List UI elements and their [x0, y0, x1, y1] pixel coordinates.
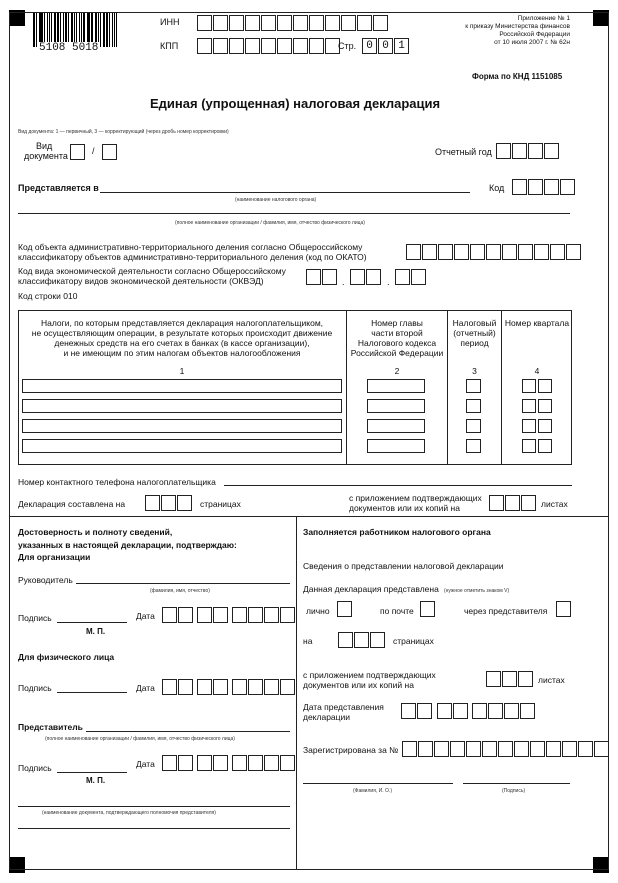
doc-type-cell[interactable]	[70, 144, 86, 160]
rep-date-year[interactable]	[232, 755, 296, 771]
pages-prefix-label: Декларация составлена на	[18, 499, 126, 509]
submitted-label: Представляется в	[18, 183, 99, 193]
person-sign-label: Подпись	[18, 683, 52, 693]
org-date-year[interactable]	[232, 607, 296, 623]
input-cell[interactable]	[560, 179, 575, 195]
table-header-line: не осуществляющим операции, в результате которых происходит движение	[31, 328, 333, 338]
org-date-label: Дата	[136, 611, 155, 621]
sheets-label: листах	[541, 499, 568, 509]
input-cell[interactable]	[261, 15, 276, 31]
input-cell[interactable]	[197, 679, 212, 695]
org-date-month[interactable]	[197, 607, 229, 623]
input-cell[interactable]	[245, 38, 260, 54]
head-name-line[interactable]	[76, 583, 290, 584]
via-rep-label: через представителя	[464, 606, 548, 616]
input-cell[interactable]	[306, 269, 321, 285]
tax-organ-line[interactable]	[100, 192, 470, 193]
input-cell[interactable]	[434, 741, 449, 757]
page-title: Единая (упрощенная) налоговая декларация	[150, 96, 441, 111]
phone-line[interactable]	[224, 485, 572, 486]
input-cell[interactable]	[417, 703, 432, 719]
input-cell[interactable]	[197, 607, 212, 623]
input-cell[interactable]	[245, 15, 260, 31]
input-cell[interactable]	[512, 179, 527, 195]
form-code: Форма по КНД 1151085	[472, 72, 563, 81]
okved-cells-1[interactable]	[306, 269, 338, 285]
input-cell[interactable]	[422, 244, 437, 260]
barcode-bar	[100, 13, 101, 47]
input-cell[interactable]	[505, 495, 520, 511]
input-cell[interactable]	[293, 15, 308, 31]
input-cell[interactable]	[309, 15, 324, 31]
correction-cells[interactable]	[102, 144, 118, 160]
barcode-number: 5108 5018	[39, 42, 99, 54]
input-cell[interactable]	[162, 755, 177, 771]
input-cell[interactable]	[280, 755, 295, 771]
input-cell[interactable]	[544, 143, 559, 159]
input-cell[interactable]	[530, 741, 545, 757]
input-cell[interactable]	[280, 679, 295, 695]
officer-sign-hint: (Подпись)	[502, 788, 526, 794]
input-cell[interactable]	[337, 601, 352, 617]
inn-cells[interactable]	[197, 15, 389, 31]
table-header-line: Номер главы	[371, 318, 423, 328]
input-cell[interactable]	[402, 741, 417, 757]
input-cell[interactable]	[470, 244, 485, 260]
rep-hint: (полное наименование организации / фамилия, имя, отчество физического лица)	[45, 736, 235, 742]
table-divider-2	[447, 310, 448, 465]
input-cell[interactable]	[264, 607, 279, 623]
okato-cells[interactable]	[406, 244, 582, 260]
table-divider-3	[501, 310, 502, 465]
by-mail-checkbox[interactable]	[420, 601, 436, 617]
quarter-field-1[interactable]	[522, 399, 536, 413]
rep-doc-line-2[interactable]	[18, 828, 290, 829]
section-divider	[10, 516, 608, 517]
barcode-bar	[103, 13, 106, 47]
input-cell[interactable]	[178, 679, 193, 695]
input-cell[interactable]	[514, 741, 529, 757]
input-cell[interactable]	[213, 755, 228, 771]
pages-suffix-label: страницах	[200, 499, 241, 509]
rep-sign-label: Подпись	[18, 763, 52, 773]
person-date-month[interactable]	[197, 679, 229, 695]
input-cell[interactable]	[213, 38, 228, 54]
input-cell[interactable]	[178, 755, 193, 771]
table-header-line: период	[460, 338, 489, 348]
input-cell[interactable]	[528, 179, 543, 195]
input-cell[interactable]	[293, 38, 308, 54]
person-date-label: Дата	[136, 683, 155, 693]
organ-code-label: Код	[489, 183, 505, 193]
head-fio-hint: (фамилия, имя, отчество)	[150, 588, 210, 594]
page-digit-cell[interactable]: 1	[394, 38, 409, 54]
by-mail-label: по почте	[380, 606, 414, 616]
officer-sign-line[interactable]	[463, 783, 570, 784]
input-cell[interactable]	[546, 741, 561, 757]
table-header-line: Российской Федерации	[350, 348, 444, 358]
input-cell[interactable]	[406, 244, 421, 260]
input-cell[interactable]	[411, 269, 426, 285]
chapter-number-field[interactable]	[367, 419, 425, 433]
table-header-line: Налоги, по которым представляется декларация налогоплательщиком,	[40, 318, 324, 328]
tax-name-field[interactable]	[22, 439, 342, 453]
input-cell[interactable]	[161, 495, 176, 511]
org-mp-label: М. П.	[86, 627, 106, 636]
input-cell[interactable]	[229, 38, 244, 54]
input-cell[interactable]	[178, 607, 193, 623]
annex-note	[465, 15, 570, 47]
doc-type-label-1: Вид	[36, 141, 53, 151]
tax-period-field[interactable]	[466, 439, 481, 453]
organ-code-cells[interactable]	[512, 179, 576, 195]
okved-label-2: классификатору видов экономической деятельности (ОКВЭД)	[18, 276, 264, 286]
quarter-field-2[interactable]	[538, 379, 552, 393]
office-info-label: Сведения о представлении налоговой декларации	[303, 561, 504, 571]
input-cell[interactable]	[197, 755, 212, 771]
input-cell[interactable]	[453, 703, 468, 719]
tax-period-field[interactable]	[466, 379, 481, 393]
input-cell[interactable]	[578, 741, 593, 757]
org-sign-line[interactable]	[57, 622, 127, 623]
office-attach-label-1: с приложением подтверждающих	[303, 670, 436, 680]
input-cell[interactable]	[420, 601, 435, 617]
okved-dot-2: .	[387, 277, 390, 287]
input-cell[interactable]	[488, 703, 503, 719]
input-cell[interactable]	[145, 495, 160, 511]
office-date-label-1: Дата представления	[303, 702, 384, 712]
annex-line: от 10 июля 2007 г. № 62н	[494, 39, 570, 46]
chapter-number-field[interactable]	[367, 439, 425, 453]
table-col1-number: 1	[179, 366, 185, 376]
table-header-line: Налоговый	[452, 318, 497, 328]
input-cell[interactable]	[518, 671, 533, 687]
input-cell[interactable]	[280, 607, 295, 623]
input-cell[interactable]	[482, 741, 497, 757]
attach-label-1: с приложением подтверждающих	[349, 493, 482, 503]
input-cell[interactable]	[521, 495, 536, 511]
office-sheets-cells[interactable]	[486, 671, 534, 687]
table-header-line: части второй	[371, 328, 423, 338]
confirm-heading-2: указанных в настоящей декларации, подтверждаю:	[18, 540, 237, 550]
phone-label: Номер контактного телефона налогоплательщика	[18, 477, 216, 487]
input-cell[interactable]	[512, 143, 527, 159]
barcode-bar	[106, 13, 108, 47]
okved-label-1: Код вида экономической деятельности согласно Общероссийскому	[18, 266, 286, 276]
office-date-label-2: декларации	[303, 712, 351, 722]
input-cell[interactable]	[486, 671, 501, 687]
office-on-label: на	[303, 636, 313, 646]
for-person-heading: Для физического лица	[18, 652, 115, 662]
input-cell[interactable]	[466, 741, 481, 757]
table-col4-header	[503, 318, 571, 328]
quarter-field-2[interactable]	[538, 439, 552, 453]
table-divider-1	[346, 310, 347, 465]
input-cell[interactable]	[373, 15, 388, 31]
input-cell[interactable]	[366, 269, 381, 285]
office-heading: Заполняется работником налогового органа	[303, 527, 491, 537]
report-year-label: Отчетный год	[435, 147, 492, 157]
rep-date-label: Дата	[136, 759, 155, 769]
input-cell[interactable]	[438, 244, 453, 260]
input-cell[interactable]	[502, 671, 517, 687]
input-cell[interactable]	[594, 741, 609, 757]
input-cell[interactable]	[261, 38, 276, 54]
input-cell[interactable]	[232, 755, 247, 771]
input-cell[interactable]	[213, 607, 228, 623]
input-cell[interactable]	[248, 755, 263, 771]
input-cell[interactable]	[370, 632, 385, 648]
okato-label-1: Код объекта административно-территориального деления согласно Общероссийскому	[18, 242, 363, 252]
table-col2-number: 2	[394, 366, 400, 376]
registered-label: Зарегистрирована за №	[303, 745, 399, 755]
officer-fio-line[interactable]	[303, 783, 453, 784]
kpp-label: КПП	[160, 41, 179, 51]
barcode-bar	[36, 13, 37, 47]
input-cell[interactable]	[264, 679, 279, 695]
tax-name-field[interactable]	[22, 419, 342, 433]
attach-label-2: документов или их копий на	[349, 503, 460, 513]
input-cell[interactable]	[229, 15, 244, 31]
quarter-field-1[interactable]	[522, 379, 536, 393]
input-cell[interactable]	[213, 679, 228, 695]
input-cell[interactable]	[322, 269, 337, 285]
input-cell[interactable]	[502, 244, 517, 260]
table-col3-header	[449, 318, 500, 348]
input-cell[interactable]	[528, 143, 543, 159]
input-cell[interactable]	[177, 495, 192, 511]
barcode-bar	[33, 13, 35, 47]
okved-dot-1: .	[342, 277, 345, 287]
head-label: Руководитель	[18, 575, 73, 585]
registered-number-cells[interactable]	[402, 741, 610, 757]
input-cell[interactable]	[550, 244, 565, 260]
tax-organ-hint: (наименование налогового органа)	[235, 197, 317, 203]
input-cell[interactable]	[544, 179, 559, 195]
table-header-line: денежных средств на его счетах в банках (в кассе организации),	[54, 338, 310, 348]
sheets-cells[interactable]	[489, 495, 537, 511]
rep-mp-label: М. П.	[86, 776, 106, 785]
org-sign-label: Подпись	[18, 613, 52, 623]
input-cell[interactable]	[354, 632, 369, 648]
rep-date-day[interactable]	[162, 755, 194, 771]
input-cell[interactable]	[213, 15, 228, 31]
input-cell[interactable]	[496, 143, 511, 159]
input-cell[interactable]	[498, 741, 513, 757]
input-cell[interactable]	[70, 144, 85, 160]
person-date-year[interactable]	[232, 679, 296, 695]
input-cell[interactable]	[232, 679, 247, 695]
org-name-hint: (полное наименование организации / фамилия, имя, отчество физического лица)	[175, 220, 365, 226]
table-header-line: Налогового кодекса	[357, 338, 437, 348]
kpp-cells[interactable]	[197, 38, 341, 54]
tax-period-field[interactable]	[466, 419, 481, 433]
table-header-line: и не имеющим по этим налогам объектов налогообложения	[63, 348, 301, 358]
input-cell[interactable]	[489, 495, 504, 511]
input-cell[interactable]	[562, 741, 577, 757]
barcode-bar	[112, 13, 113, 47]
office-submitted-hint: (нужное отметить знаком V)	[444, 588, 510, 594]
rep-date-month[interactable]	[197, 755, 229, 771]
okved-cells-3[interactable]	[395, 269, 427, 285]
quarter-field-2[interactable]	[538, 399, 552, 413]
inn-label: ИНН	[160, 17, 180, 27]
column-divider	[296, 516, 297, 869]
rep-name-line[interactable]	[86, 731, 290, 732]
rep-sign-line[interactable]	[57, 772, 127, 773]
table-col1-header	[20, 318, 344, 358]
annex-line: Российской Федерации	[499, 31, 570, 38]
rep-heading: Представитель	[18, 722, 83, 732]
input-cell[interactable]	[197, 15, 212, 31]
input-cell[interactable]	[264, 755, 279, 771]
input-cell[interactable]	[162, 607, 177, 623]
via-rep-checkbox[interactable]	[556, 601, 572, 617]
office-submitted-label: Данная декларация представлена	[303, 584, 439, 594]
chapter-number-field[interactable]	[367, 379, 425, 393]
report-year-cells[interactable]	[496, 143, 560, 159]
doc-type-hint: Вид документа: 1 — первичный, 3 — корректирующий (через дробь номер корректировки)	[18, 129, 229, 135]
input-cell[interactable]	[309, 38, 324, 54]
chapter-number-field[interactable]	[367, 399, 425, 413]
doc-type-label-2: документа	[24, 151, 68, 161]
tax-name-field[interactable]	[22, 379, 342, 393]
office-sheets-label: листах	[538, 675, 565, 685]
input-cell[interactable]	[248, 679, 263, 695]
input-cell[interactable]	[566, 244, 581, 260]
office-date-year[interactable]	[472, 703, 536, 719]
office-date-day[interactable]	[401, 703, 433, 719]
tax-name-field[interactable]	[22, 399, 342, 413]
input-cell[interactable]	[341, 15, 356, 31]
quarter-field-1[interactable]	[522, 439, 536, 453]
table-col2-header	[348, 318, 446, 358]
doc-type-separator: /	[92, 146, 95, 156]
person-date-day[interactable]	[162, 679, 194, 695]
org-name-line[interactable]	[18, 213, 570, 214]
input-cell[interactable]	[102, 144, 117, 160]
office-pages-cells[interactable]	[338, 632, 386, 648]
input-cell[interactable]	[248, 607, 263, 623]
tax-period-field[interactable]	[466, 399, 481, 413]
input-cell[interactable]	[534, 244, 549, 260]
office-date-month[interactable]	[437, 703, 469, 719]
page-number-cells[interactable]	[362, 38, 410, 54]
rep-doc-hint: (наименование документа, подтверждающего полномочия представителя)	[42, 810, 216, 816]
pages-cells[interactable]	[145, 495, 193, 511]
input-cell[interactable]	[518, 244, 533, 260]
in-person-checkbox[interactable]	[337, 601, 353, 617]
input-cell[interactable]	[338, 632, 353, 648]
for-org-heading: Для организации	[18, 552, 91, 562]
input-cell[interactable]	[357, 15, 372, 31]
okato-label-2: классификатору объектов административно-территориального деления (код по ОКАТО)	[18, 252, 367, 262]
okved-cells-2[interactable]	[350, 269, 382, 285]
input-cell[interactable]	[472, 703, 487, 719]
input-cell[interactable]	[401, 703, 416, 719]
officer-fio-hint: (Фамилия, И. О.)	[353, 788, 392, 794]
rep-doc-line-1[interactable]	[18, 806, 290, 807]
input-cell[interactable]	[277, 15, 292, 31]
in-person-label: лично	[306, 606, 330, 616]
input-cell[interactable]	[504, 703, 519, 719]
input-cell[interactable]	[325, 15, 340, 31]
table-col4-number: 4	[534, 366, 540, 376]
quarter-field-2[interactable]	[538, 419, 552, 433]
person-sign-line[interactable]	[57, 692, 127, 693]
row-010-label: Код строки 010	[18, 291, 78, 301]
input-cell[interactable]	[197, 38, 212, 54]
input-cell[interactable]	[450, 741, 465, 757]
input-cell[interactable]	[520, 703, 535, 719]
input-cell[interactable]	[418, 741, 433, 757]
table-header-line: Номер квартала	[504, 318, 570, 328]
page-digit-cell[interactable]: 0	[362, 38, 377, 54]
input-cell[interactable]	[437, 703, 452, 719]
barcode-bar	[114, 13, 116, 47]
input-cell[interactable]	[556, 601, 571, 617]
input-cell[interactable]	[232, 607, 247, 623]
barcode-bar	[109, 13, 110, 47]
confirm-heading-1: Достоверность и полноту сведений,	[18, 527, 173, 537]
annex-line: к приказу Министерства финансов	[465, 23, 570, 30]
annex-line: Приложение № 1	[517, 15, 570, 22]
input-cell[interactable]	[486, 244, 501, 260]
input-cell[interactable]	[350, 269, 365, 285]
table-col3-number: 3	[472, 366, 477, 376]
table-header-line: (отчетный)	[453, 328, 496, 338]
page-label: Стр.	[338, 41, 357, 51]
office-pages-suffix: страницах	[393, 636, 434, 646]
input-cell[interactable]	[395, 269, 410, 285]
org-date-day[interactable]	[162, 607, 194, 623]
input-cell[interactable]	[454, 244, 469, 260]
barcode-bar	[116, 13, 117, 47]
page-digit-cell[interactable]: 0	[378, 38, 393, 54]
office-attach-label-2: документов или их копий на	[303, 680, 414, 690]
input-cell[interactable]	[277, 38, 292, 54]
quarter-field-1[interactable]	[522, 419, 536, 433]
input-cell[interactable]	[162, 679, 177, 695]
